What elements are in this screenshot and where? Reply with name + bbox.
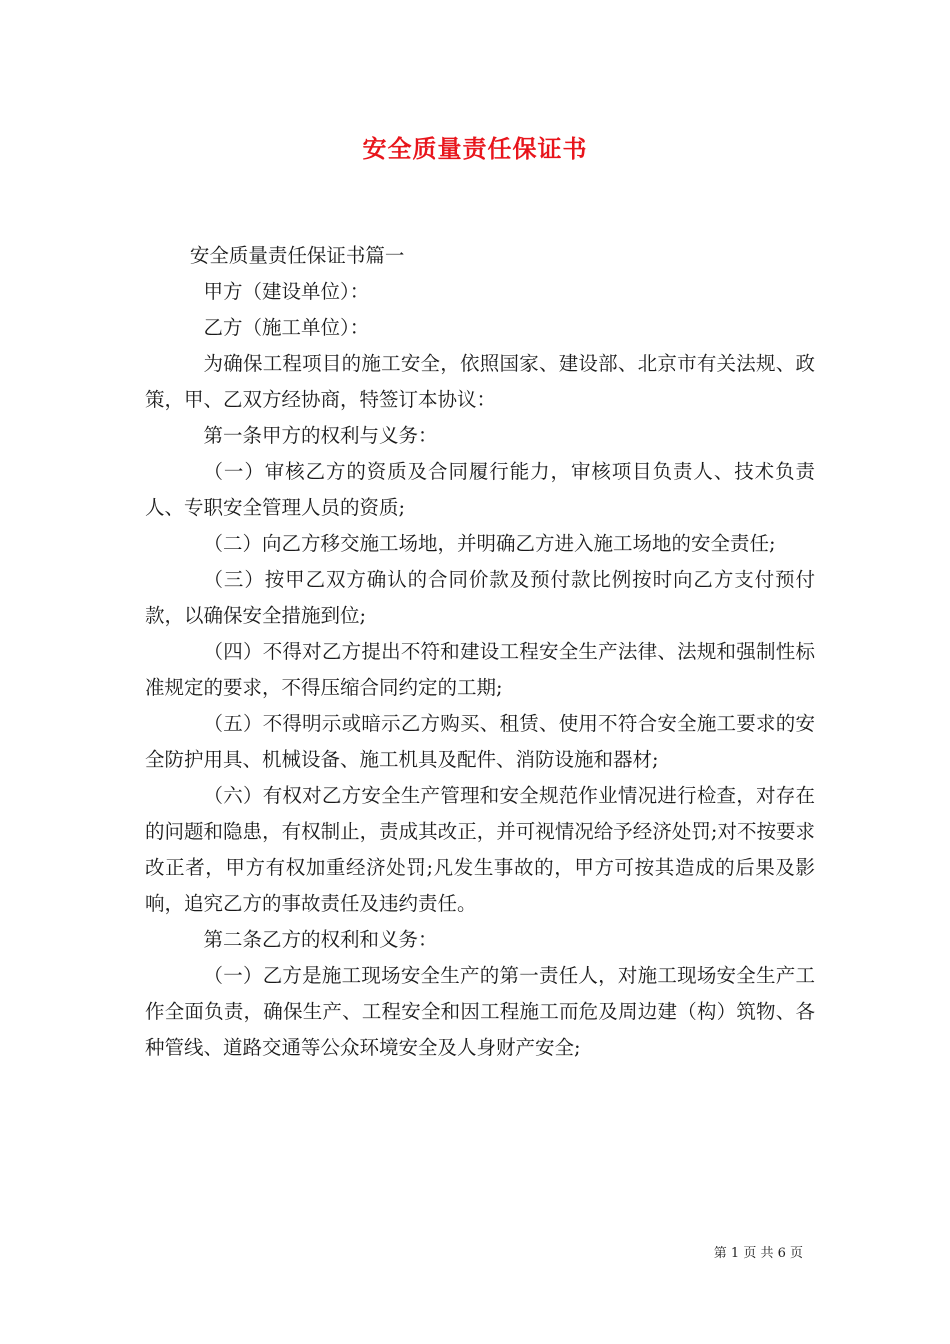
document-body bbox=[145, 238, 815, 1066]
document-title: 安全质量责任保证书 bbox=[362, 134, 588, 163]
clause-paragraph: （四）不得对乙方提出不符和建设工程安全生产法律、法规和强制性标准规定的要求，不得压缩合同约定的工期; bbox=[145, 640, 815, 699]
clause-paragraph: （一）乙方是施工现场安全生产的第一责任人，对施工现场安全生产工作全面负责，确保生产、工程安全和因工程施工而危及周边建（构）筑物、各种管线、道路交通等公众环境安全及人身财产安全; bbox=[145, 964, 815, 1059]
article-heading: 第二条乙方的权利和义务： bbox=[203, 928, 438, 951]
page-number: 第 1 页 共 6 页 bbox=[713, 1246, 803, 1261]
section-heading: 安全质量责任保证书篇一 bbox=[189, 244, 405, 267]
party-b-line: 乙方（施工单位）： bbox=[203, 316, 370, 339]
clause-paragraph: （六）有权对乙方安全生产管理和安全规范作业情况进行检查，对存在的问题和隐患，有权制止，责成其改正，并可视情况给予经济处罚;对不按要求改正者，甲方有权加重经济处罚;凡发生事故的，甲方可按其造成的后果及影响，追究乙方的事故责任及违约责任。 bbox=[145, 784, 815, 915]
clause-paragraph: （一）审核乙方的资质及合同履行能力，审核项目负责人、技术负责人、专职安全管理人员的资质; bbox=[145, 460, 815, 519]
clause-paragraph: （五）不得明示或暗示乙方购买、租赁、使用不符合安全施工要求的安全防护用具、机械设备、施工机具及配件、消防设施和器材; bbox=[145, 712, 815, 771]
party-a-line: 甲方（建设单位）： bbox=[203, 280, 370, 303]
clause-paragraph: （三）按甲乙双方确认的合同价款及预付款比例按时向乙方支付预付款，以确保安全措施到位; bbox=[145, 568, 815, 627]
preamble-paragraph: 为确保工程项目的施工安全，依照国家、建设部、北京市有关法规、政策，甲、乙双方经协商，特签订本协议： bbox=[145, 352, 815, 411]
article-heading: 第一条甲方的权利与义务： bbox=[203, 424, 438, 447]
clause-paragraph: （二）向乙方移交施工场地，并明确乙方进入施工场地的安全责任; bbox=[203, 532, 776, 555]
